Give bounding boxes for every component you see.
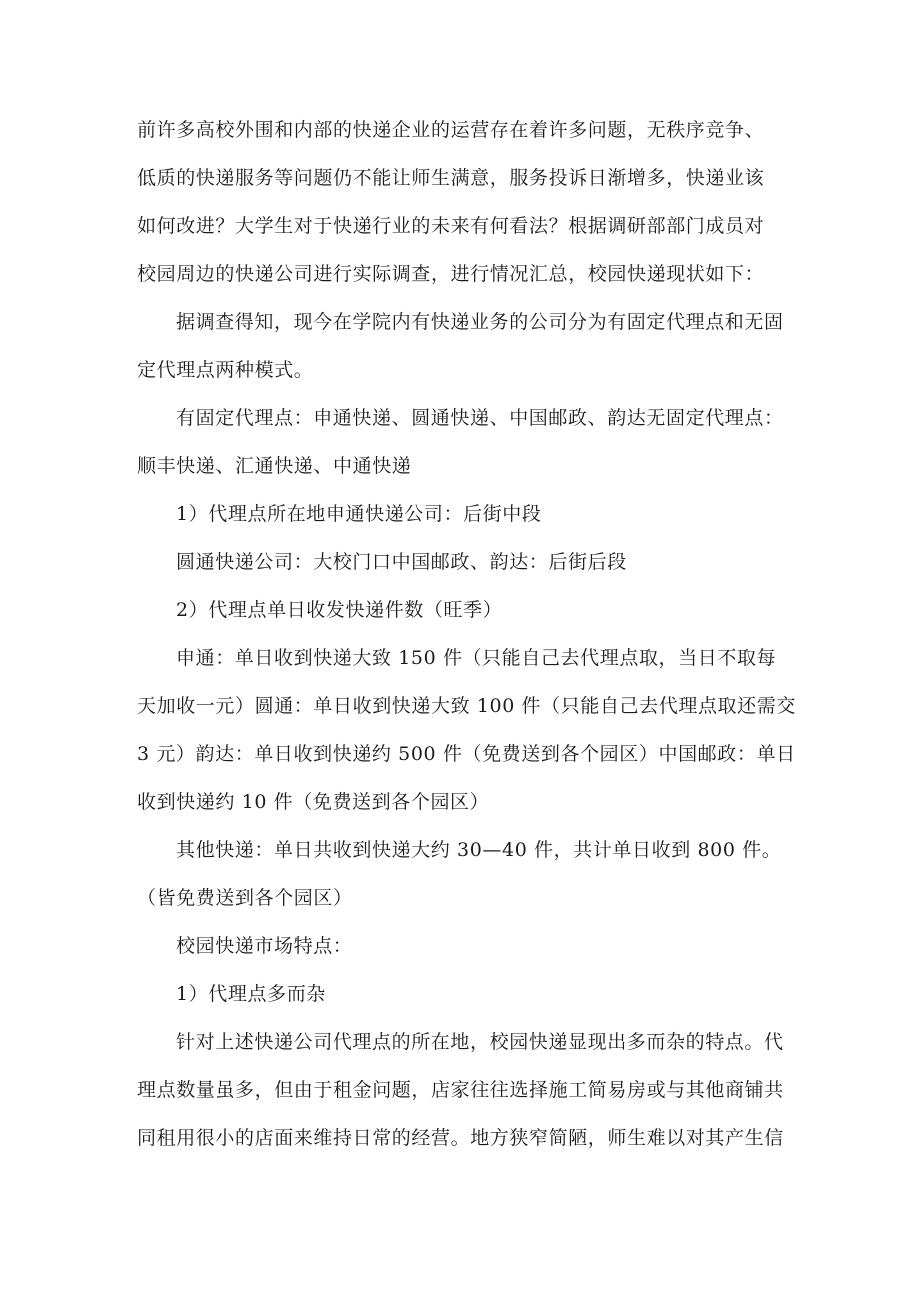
- text-line: 天加收一元）圆通：单日收到快递大致 100 件（只能自己去代理点取还需交: [137, 695, 796, 717]
- text-line: 如何改进？大学生对于快递行业的未来有何看法？根据调研部部门成员对: [137, 215, 765, 237]
- paragraph-start-line: 有固定代理点：申通快递、圆通快递、中国邮政、韵达无固定代理点：: [176, 407, 784, 429]
- text-line: 同租用很小的店面来维持日常的经营。地方狭窄简陋，师生难以对其产生信: [137, 1127, 784, 1149]
- paragraph-start-line: 其他快递：单日共收到快递大约 30—40 件，共计单日收到 800 件。: [176, 839, 782, 861]
- list-item-line: 2）代理点单日收发快递件数（旺季）: [176, 599, 503, 621]
- list-item-line: 1）代理点所在地申通快递公司：后街中段: [176, 503, 542, 525]
- text-line: 低质的快递服务等问题仍不能让师生满意，服务投诉日渐增多，快递业该: [137, 167, 765, 189]
- text-line: 前许多高校外围和内部的快递企业的运营存在着许多问题，无秩序竞争、: [137, 119, 765, 141]
- section-heading-line: 校园快递市场特点：: [176, 935, 353, 957]
- text-line: （皆免费送到各个园区）: [137, 887, 353, 909]
- text-line: 校园周边的快递公司进行实际调查，进行情况汇总，校园快递现状如下：: [137, 263, 765, 285]
- text-line: 3 元）韵达：单日收到快递约 500 件（免费送到各个园区）中国邮政：单日: [137, 743, 796, 765]
- paragraph-start-line: 圆通快递公司：大校门口中国邮政、韵达：后街后段: [176, 551, 627, 573]
- paragraph-start-line: 针对上述快递公司代理点的所在地，校园快递显现出多而杂的特点。代: [176, 1031, 784, 1053]
- paragraph-start-line: 据调查得知，现今在学院内有快递业务的公司分为有固定代理点和无固: [176, 311, 784, 333]
- text-line: 顺丰快递、汇通快递、中通快递: [137, 455, 412, 477]
- list-item-line: 1）代理点多而杂: [176, 983, 326, 1005]
- paragraph-start-line: 申通：单日收到快递大致 150 件（只能自己去代理点取，当日不取每: [176, 647, 777, 669]
- text-line: 理点数量虽多，但由于租金问题，店家往往选择施工简易房或与其他商铺共: [137, 1079, 784, 1101]
- text-line: 定代理点两种模式。: [137, 359, 314, 381]
- text-line: 收到快递约 10 件（免费送到各个园区）: [137, 791, 490, 813]
